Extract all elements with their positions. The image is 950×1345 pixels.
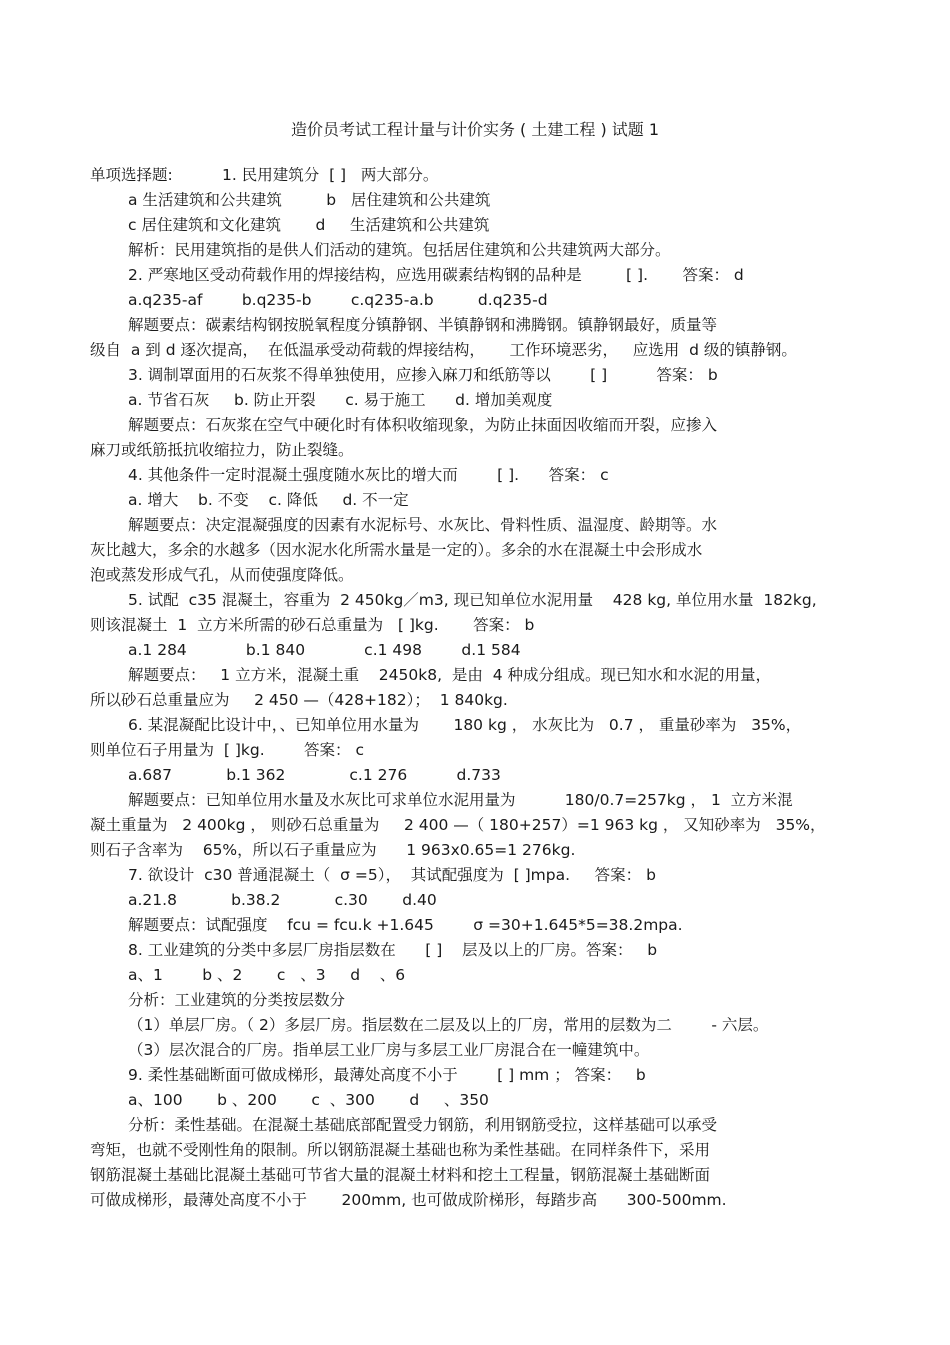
question-6-analysis-cont: 则石子含率为 65%，所以石子重量应为 1 963x0.65=1 276kg. xyxy=(90,841,576,859)
question-4-analysis: 解题要点：决定混凝强度的因素有水泥标号、水灰比、骨料性质、温湿度、龄期等。水 xyxy=(128,516,718,534)
question-6-text: 6. 某混凝配比设计中，、已知单位用水量为 180 kg ， 水灰比为 0.7 ， 重量砂率为 35%， xyxy=(128,716,802,734)
question-8-options: a、1 b 、2 c 、3 d 、6 xyxy=(128,966,406,984)
question-2-options: a.q235-af b.q235-b c.q235-a.b d.q235-d xyxy=(128,291,548,309)
question-1-analysis: 解析：民用建筑指的是供人们活动的建筑。包括居住建筑和公共建筑两大部分。 xyxy=(128,241,671,259)
question-5-options: a.1 284 b.1 840 c.1 498 d.1 584 xyxy=(128,641,521,659)
question-4-analysis-cont: 泡或蒸发形成气孔，从而使强度降低。 xyxy=(90,566,354,584)
question-4-analysis-cont: 灰比越大，多余的水越多（因水泥水化所需水量是一定的）。多余的水在混凝土中会形成水 xyxy=(90,541,703,559)
question-1-options-ab: a 生活建筑和公共建筑 b 居住建筑和公共建筑 xyxy=(128,191,491,209)
question-3-analysis-cont: 麻刀或纸筋抵抗收缩拉力，防止裂缝。 xyxy=(90,441,354,459)
question-9-text: 9. 柔性基础断面可做成梯形，最薄处高度不小于 [ ] mm ； 答案： b xyxy=(128,1066,646,1084)
question-5-text-cont: 则该混凝土 1 立方米所需的砂石总重量为 [ ]kg. 答案： b xyxy=(90,616,535,634)
question-7-text: 7. 欲设计 c30 普通混凝土（ σ =5）， 其试配强度为 [ ]mpa. 答案： b xyxy=(128,866,656,884)
question-7-options: a.21.8 b.38.2 c.30 d.40 xyxy=(128,891,437,909)
question-3-options: a. 节省石灰 b. 防止开裂 c. 易于施工 d. 增加美观度 xyxy=(128,391,553,409)
question-6-analysis: 解题要点：已知单位用水量及水灰比可求单位水泥用量为 180/0.7=257kg ， 1 立方米混 xyxy=(128,791,793,809)
question-8-analysis: 分析：工业建筑的分类按层数分 xyxy=(128,991,346,1009)
question-5-analysis: 解题要点： 1 立方米，混凝土重 2450k8, 是由 4 种成分组成。现已知水和水泥的用量， xyxy=(128,666,771,684)
question-2-analysis: 解题要点：碳素结构钢按脱氧程度分镇静钢、半镇静钢和沸腾钢。镇静钢最好，质量等 xyxy=(128,316,718,334)
question-5-analysis-cont: 所以砂石总重量应为 2 450 —（428+182）； 1 840kg. xyxy=(90,691,508,709)
question-9-analysis-cont: 弯矩，也就不受刚性角的限制。所以钢筋混凝土基础也称为柔性基础。在同样条件下，采用 xyxy=(90,1141,711,1159)
document-title: 造价员考试工程计量与计价实务 ( 土建工程 ) 试题 1 xyxy=(290,120,660,139)
question-3-text: 3. 调制罩面用的石灰浆不得单独使用，应掺入麻刀和纸筋等以 [ ] 答案： b xyxy=(128,366,718,384)
question-7-analysis: 解题要点：试配强度 fcu = fcu.k +1.645 σ =30+1.645*5=38.2mpa. xyxy=(128,916,683,934)
question-1-options-cd: c 居住建筑和文化建筑 d 生活建筑和公共建筑 xyxy=(128,216,490,234)
question-6-text-cont: 则单位石子用量为 [ ]kg. 答案： c xyxy=(90,741,364,759)
question-6-options: a.687 b.1 362 c.1 276 d.733 xyxy=(128,766,501,784)
question-8-text: 8. 工业建筑的分类中多层厂房指层数在 [ ] 层及以上的厂房。答案： b xyxy=(128,941,658,959)
question-1-text: 单项选择题: 1. 民用建筑分 [ ] 两大部分。 xyxy=(90,166,439,184)
question-8-analysis-item-3: （3）层次混合的厂房。指单层工业厂房与多层工业厂房混合在一幢建筑中。 xyxy=(128,1041,650,1059)
question-9-analysis-cont: 可做成梯形，最薄处高度不小于 200mm, 也可做成阶梯形，每踏步高 300-500mm. xyxy=(90,1191,727,1209)
question-3-analysis: 解题要点：石灰浆在空气中硬化时有体积收缩现象，为防止抹面因收缩而开裂，应掺入 xyxy=(128,416,718,434)
question-5-text: 5. 试配 c35 混凝土，容重为 2 450kg／m3, 现已知单位水泥用量 428 kg, 单位用水量 182kg, xyxy=(128,591,817,609)
question-2-analysis-cont: 级自 a 到 d 逐次提高， 在低温承受动荷载的焊接结构， 工作环境恶劣， 应选用 d 级的镇静钢。 xyxy=(90,341,797,359)
question-4-options: a. 增大 b. 不变 c. 降低 d. 不一定 xyxy=(128,491,409,509)
question-9-analysis: 分析：柔性基础。在混凝土基础底部配置受力钢筋，利用钢筋受拉，这样基础可以承受 xyxy=(128,1116,718,1134)
question-6-analysis-cont: 凝土重量为 2 400kg ， 则砂石总重量为 2 400 —（ 180+257）=1 963 kg ， 又知砂率为 35%， xyxy=(90,816,826,834)
question-4-text: 4. 其他条件一定时混凝土强度随水灰比的增大而 [ ]. 答案： c xyxy=(128,466,609,484)
question-9-options: a、100 b 、200 c 、300 d 、350 xyxy=(128,1091,489,1109)
question-9-analysis-cont: 钢筋混凝土基础比混凝土基础可节省大量的混凝土材料和挖土工程量，钢筋混凝土基础断面 xyxy=(90,1166,711,1184)
question-8-analysis-item-1: （1）单层厂房。（ 2）多层厂房。指层数在二层及以上的厂房，常用的层数为二 - 六层。 xyxy=(128,1016,769,1034)
question-2-text: 2. 严寒地区受动荷载作用的焊接结构，应选用碳素结构钢的品种是 [ ]. 答案： d xyxy=(128,266,744,284)
